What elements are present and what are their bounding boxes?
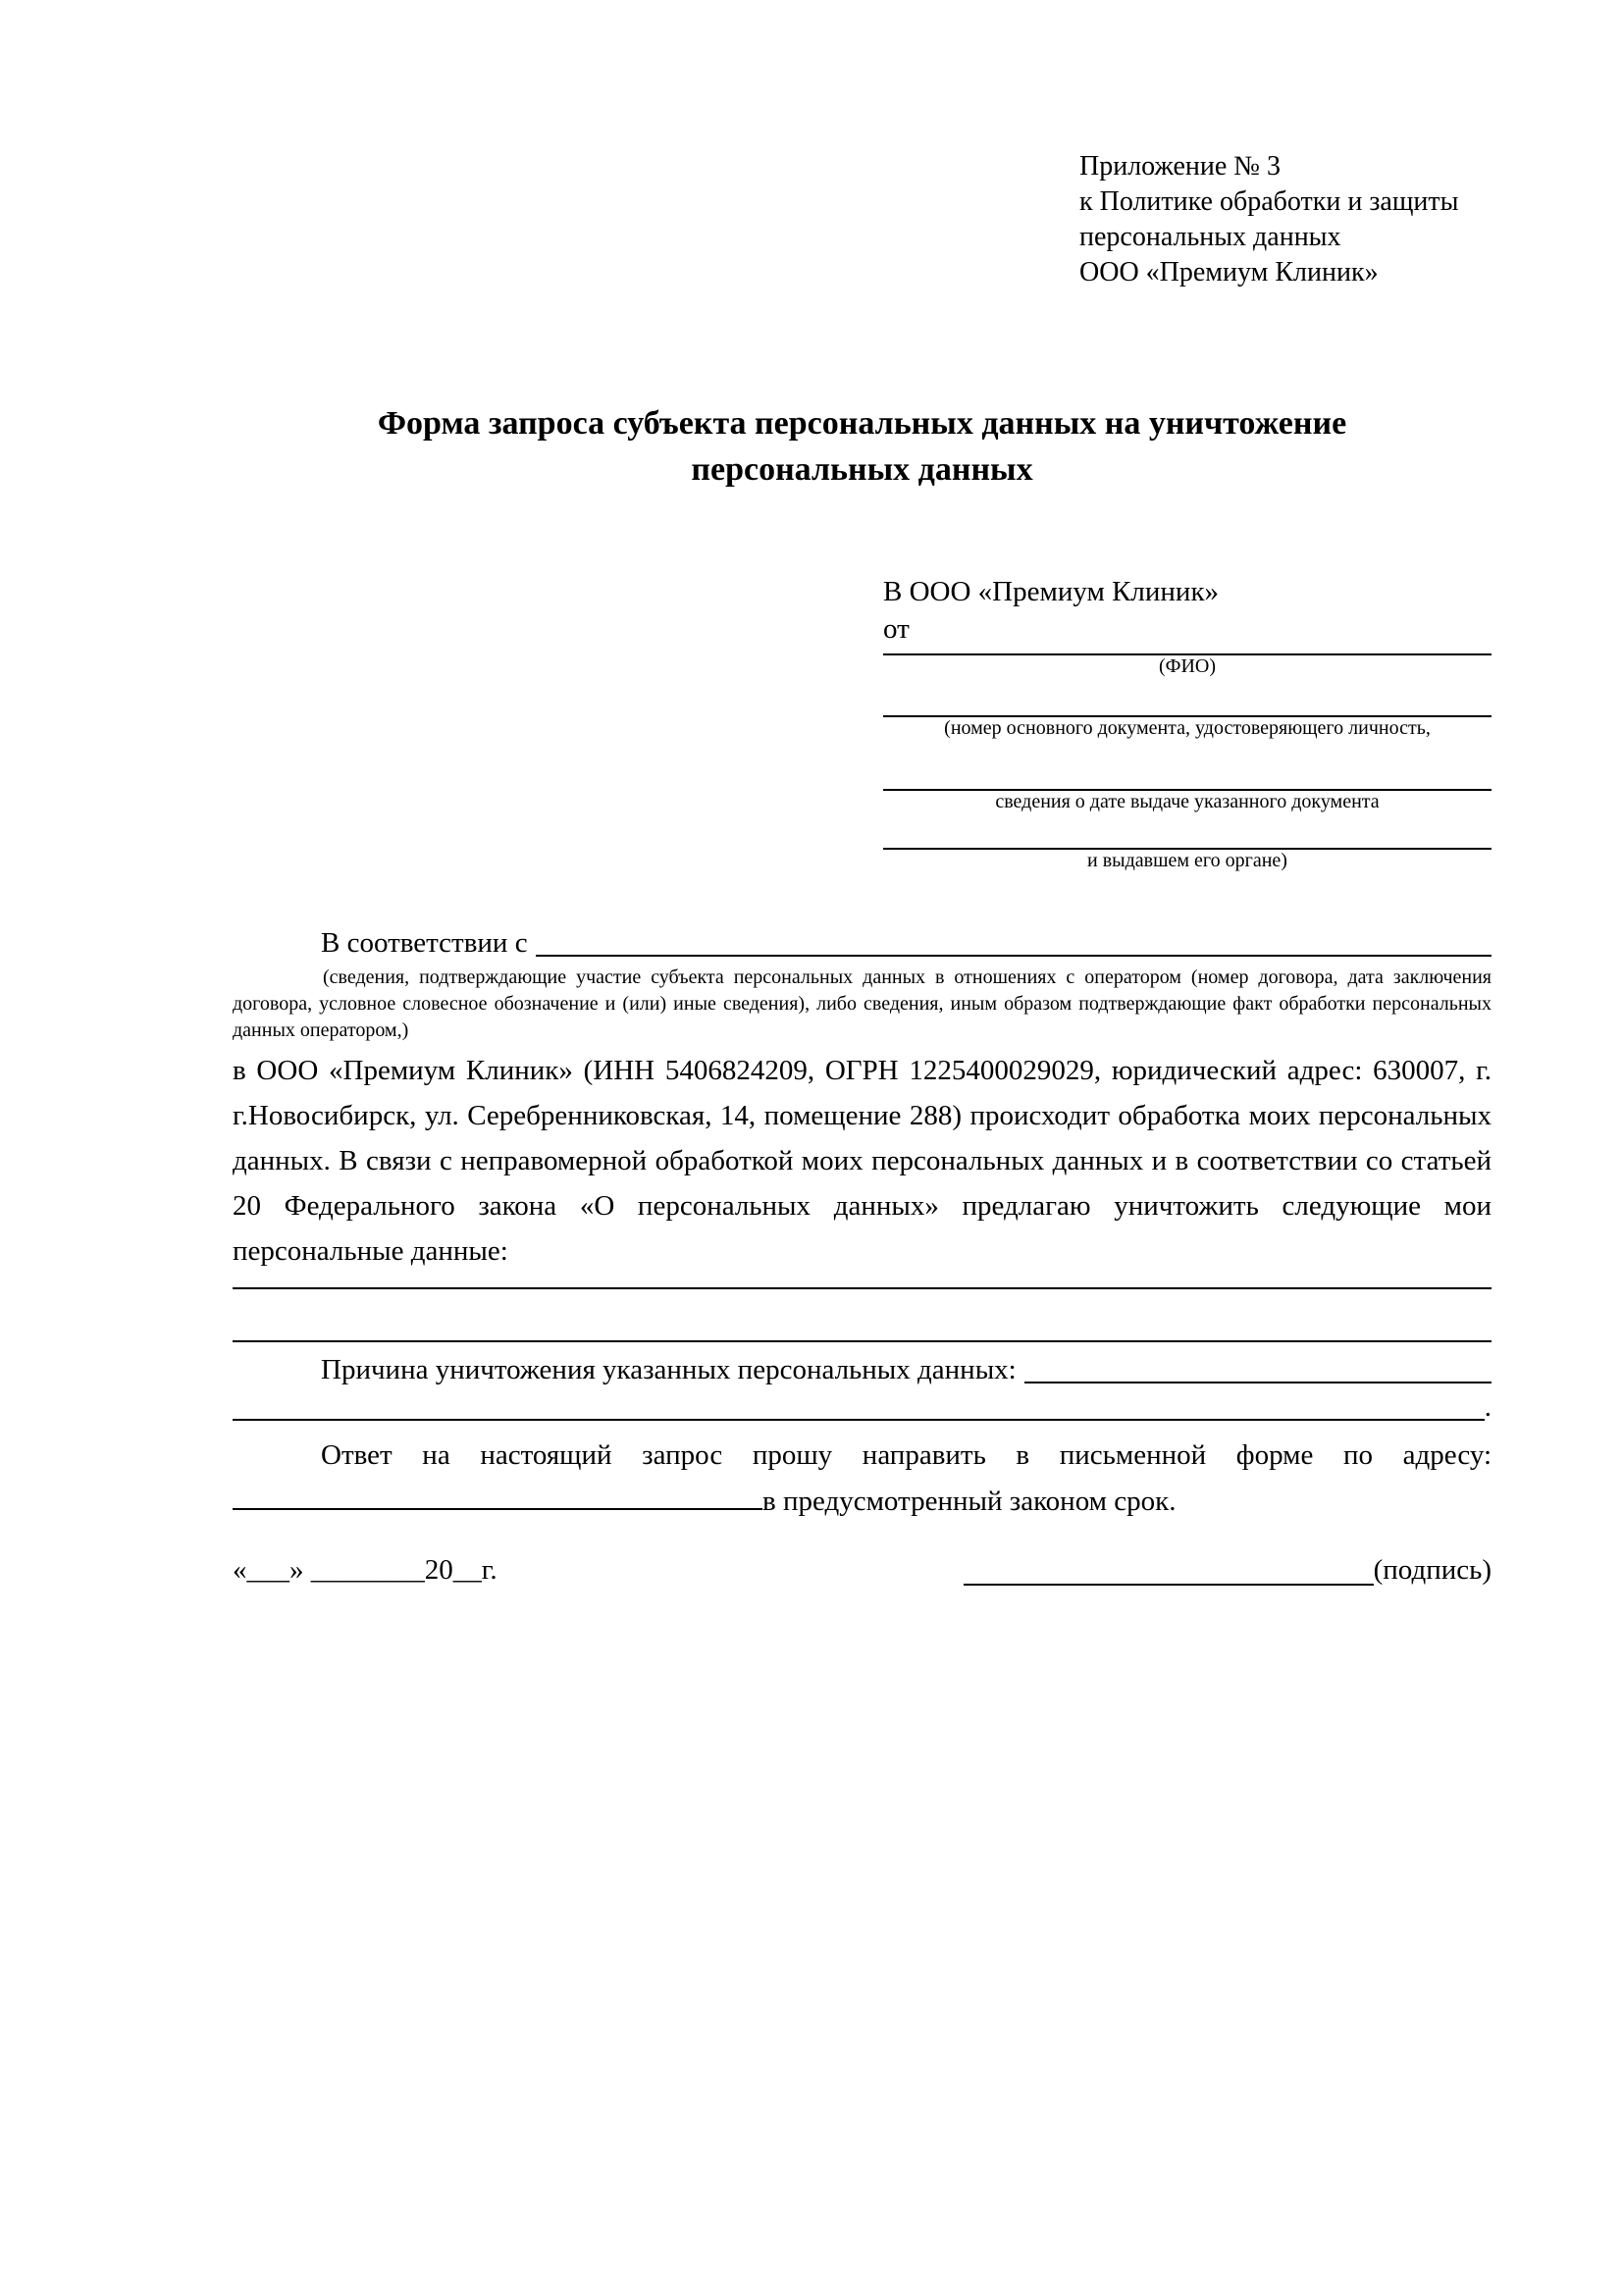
id-document-blank-line [883, 678, 1492, 717]
header-line-company: ООО «Премиум Клиник» [1079, 257, 1379, 287]
issue-date-blank-line [883, 740, 1492, 791]
accordance-note: (сведения, подтверждающие участие субъекта персональных данных в отношениях с оператором (номер договора, дата заключения договора, условное словесное обозначение и (или) иные сведения), либо сведения, иным образом подтверждающие факт обработки персональных данных оператором,) [233, 966, 1492, 1041]
reason-continuation-row [233, 1389, 1492, 1425]
response-paragraph [233, 1433, 1492, 1525]
body-paragraph: в ООО «Премиум Клиник» (ИНН 5406824209, ОГРН 1225400029029, юридический адрес: 630007, г. г.Новосибирск, ул. Серебренниковская, 14, помещение 288) происходит обработка моих персональных данных. В связи с неправомерной обработкой моих персональных данных и в соответствии со статьей 20 Федерального закона «О персональных данных» предлагаю уничтожить следующие мои персональные данные: [233, 1055, 1492, 1267]
header-note [1079, 149, 1492, 290]
issuing-authority-caption: и выдавшем его органе) [1087, 850, 1287, 871]
header-line-personal-data: персональных данных [1079, 222, 1341, 252]
header-line-appendix: Приложение № 3 [1079, 151, 1281, 182]
fio-caption: (ФИО) [1158, 655, 1216, 677]
accordance-blank-line [536, 923, 1492, 957]
fio-blank-line [883, 648, 1492, 655]
reason-row [233, 1350, 1492, 1389]
addressee-block [883, 573, 1492, 872]
issue-date-caption: сведения о дате выдаче указанного документа [995, 791, 1380, 812]
id-document-caption: (номер основного документа, удостоверяющего личность, [944, 717, 1431, 739]
addressee-to: В ООО «Премиум Клиник» [883, 576, 1220, 607]
date-field: «___» ________20__г. [233, 1554, 497, 1586]
address-blank-line [233, 1480, 762, 1510]
reason-continuation-blank-line [233, 1419, 1485, 1421]
signature-caption: (подпись) [1373, 1554, 1492, 1586]
addressee-from-label: от [883, 613, 910, 645]
response-text: Ответ на настоящий запрос прошу направить в письменной форме по адресу: [321, 1439, 1492, 1471]
issuing-authority-blank-line [883, 813, 1492, 850]
reason-blank-line [1024, 1350, 1492, 1383]
form-title: Форма запроса субъекта персональных данных на уничтожение персональных данных [377, 405, 1347, 488]
data-blank-line-1 [233, 1274, 1492, 1289]
signature-area [964, 1550, 1492, 1590]
signature-row [233, 1550, 1492, 1590]
accordance-lead: В соответствии с [321, 927, 528, 959]
header-line-policy: к Политике обработки и защиты [1079, 186, 1459, 217]
reason-label: Причина уничтожения указанных персональных данных: [321, 1354, 1017, 1385]
reason-period: . [1484, 1391, 1492, 1423]
response-deadline-text: в предусмотренный законом срок. [762, 1486, 1177, 1517]
data-blank-line-2 [233, 1289, 1492, 1342]
accordance-row [233, 923, 1492, 963]
signature-blank-line [964, 1555, 1374, 1586]
